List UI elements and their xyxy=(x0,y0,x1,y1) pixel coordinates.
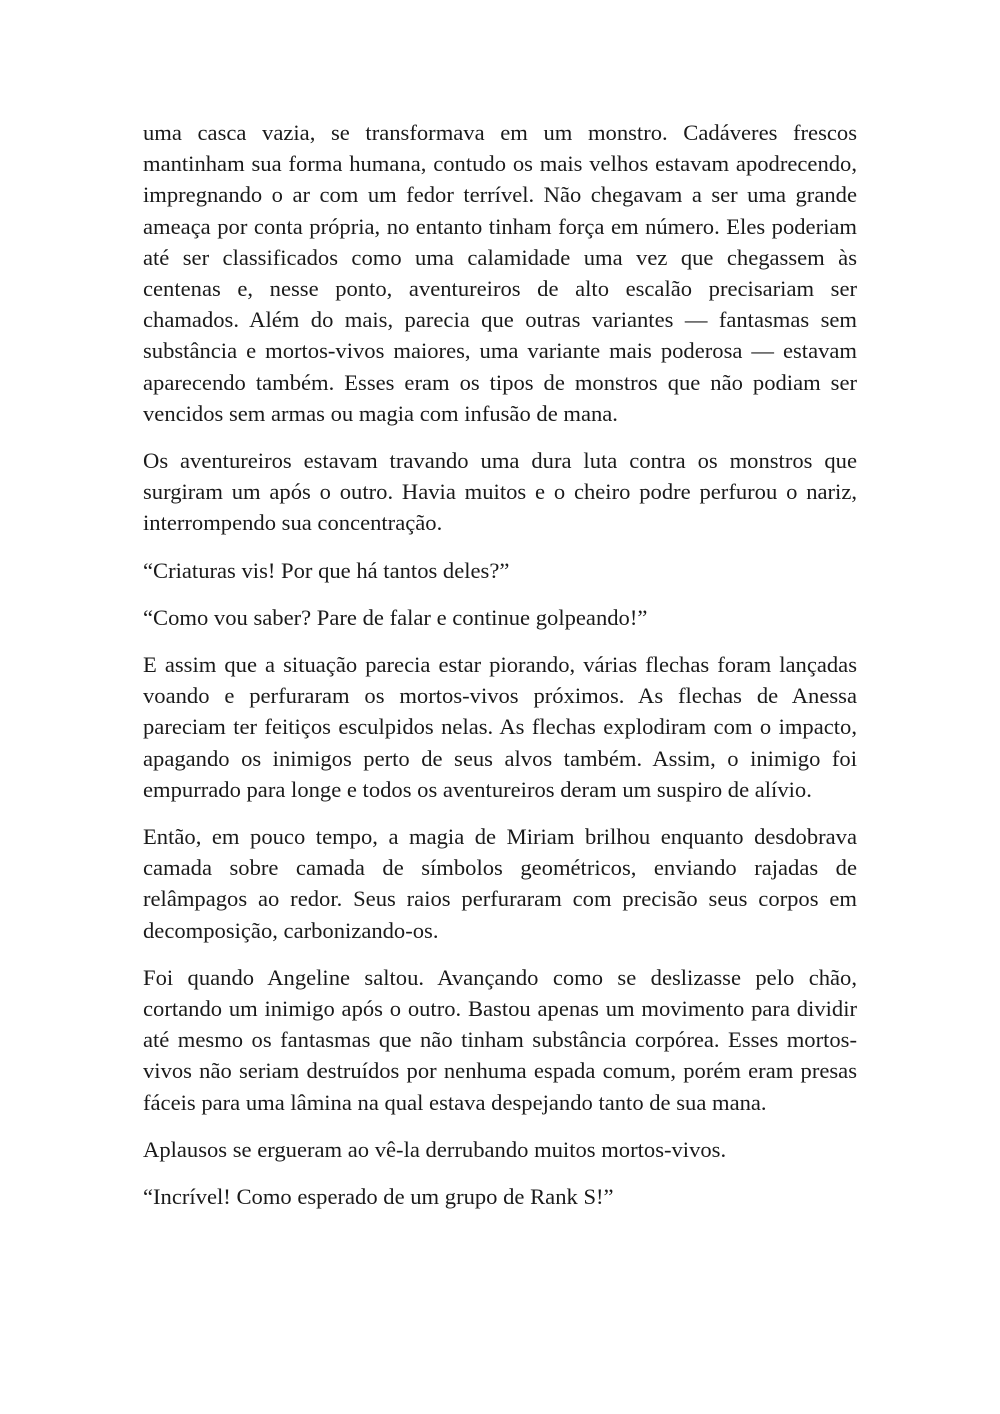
dialogue-line: “Como vou saber? Pare de falar e continue golpeando!” xyxy=(143,604,648,630)
paragraph-applause: Aplausos se ergueram ao vê-la derrubando muitos mortos-vivos. xyxy=(143,1136,727,1162)
paragraph-anessa-arrows: E assim que a situação parecia estar piorando, várias flechas foram lançadas voando e perfuraram os mortos-vivos próximos. As flechas de Anessa pareciam ter feitiços esculpidos nelas. As flechas explodiram com o impacto, apagando os inimigos perto de seus alvos também. Assim, o inimigo foi empurrado para longe e todos os aventureiros deram um suspiro de alívio. xyxy=(143,652,857,802)
paragraph-undead-description: uma casca vazia, se transformava em um monstro. Cadáveres frescos mantinham sua forma humana, contudo os mais velhos estavam apodrecendo, impregnando o ar com um fedor terrível. Não chegavam a ser uma grande ameaça por conta própria, no entanto tinham força em número. Eles poderiam até ser classificados como uma calamidade uma vez que chegassem às centenas e, nesse ponto, aventureiros de alto escalão precisariam ser chamados. Além do mais, parecia que outras variantes — fantasmas sem substância e mortos-vivos maiores, uma variante mais poderosa — estavam aparecendo também. Esses eram os tipos de monstros que não podiam ser vencidos sem armas ou magia com infusão de mana. xyxy=(143,120,857,426)
document-page xyxy=(143,117,857,1228)
dialogue-line: “Incrível! Como esperado de um grupo de Rank S!” xyxy=(143,1184,614,1210)
paragraph-adventurers-struggle: Os aventureiros estavam travando uma dura luta contra os monstros que surgiram um após o outro. Havia muitos e o cheiro podre perfurou o nariz, interrompendo sua concentração. xyxy=(143,448,857,536)
paragraph-angeline-attack: Foi quando Angeline saltou. Avançando como se deslizasse pelo chão, cortando um inimigo após o outro. Bastou apenas um movimento para dividir até mesmo os fantasmas que não tinham substância corpórea. Esses mortos-vivos não seriam destruídos por nenhuma espada comum, porém eram presas fáceis para uma lâmina na qual estava despejando tanto de sua mana. xyxy=(143,964,857,1115)
dialogue-line: “Criaturas vis! Por que há tantos deles?” xyxy=(143,557,510,583)
paragraph-miriam-magic: Então, em pouco tempo, a magia de Miriam brilhou enquanto desdobrava camada sobre camada de símbolos geométricos, enviando rajadas de relâmpagos ao redor. Seus raios perfuraram com precisão seus corpos em decomposição, carbonizando-os. xyxy=(143,824,857,943)
